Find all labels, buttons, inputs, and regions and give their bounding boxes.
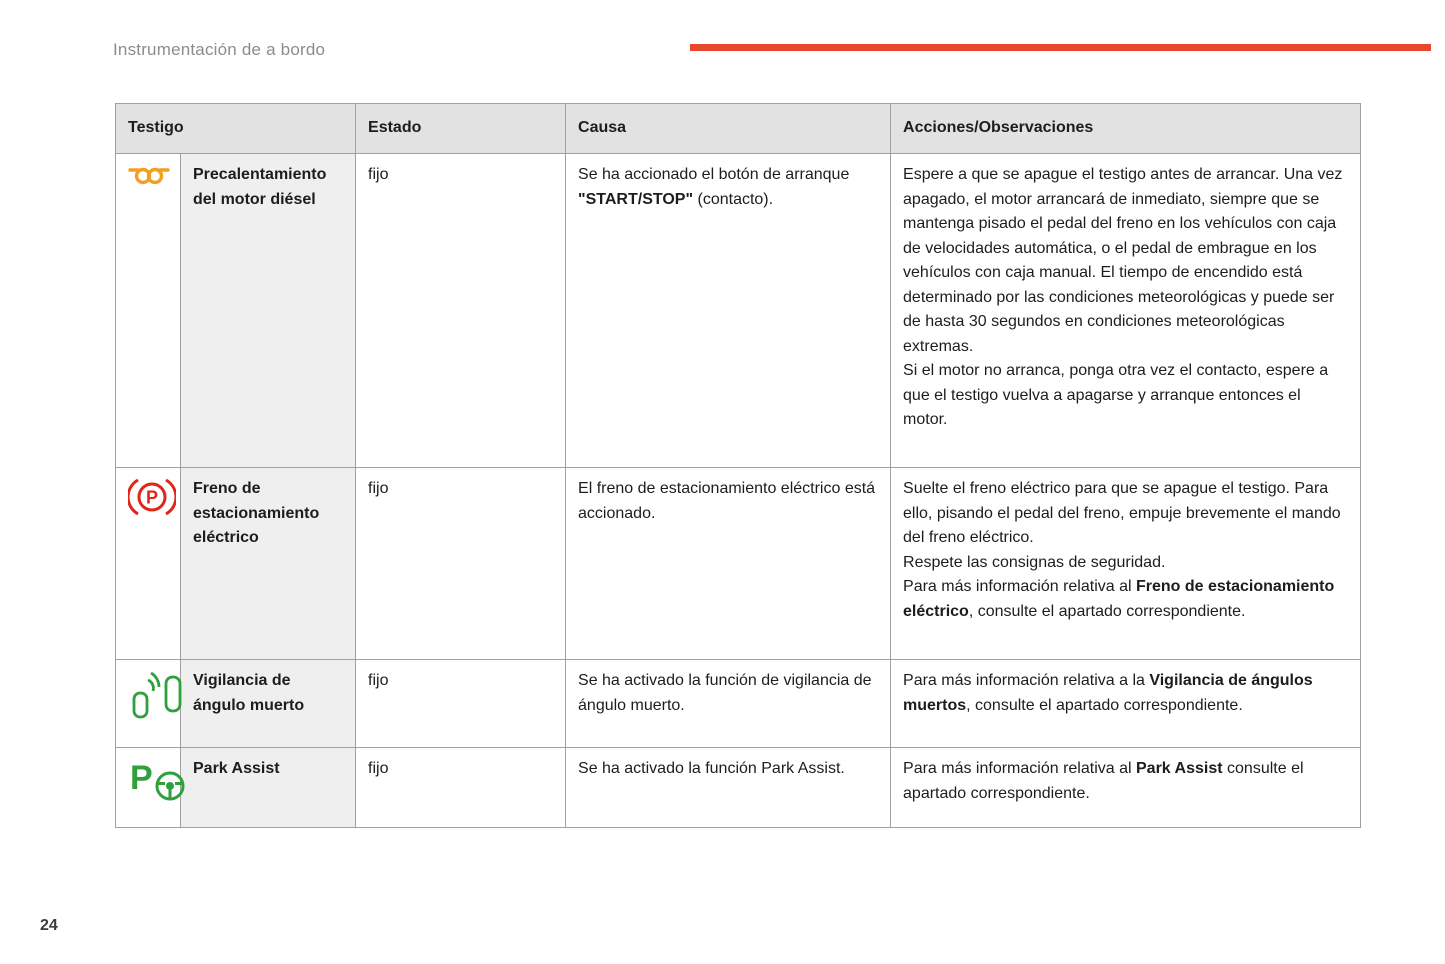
acciones-text: Respete las consignas de seguridad. (903, 553, 1166, 571)
causa-cell (566, 468, 891, 660)
table-row (116, 748, 1361, 828)
causa-cell (566, 154, 891, 468)
acciones-cell (891, 468, 1361, 660)
acciones-cell (891, 154, 1361, 468)
glow-plug-icon (128, 163, 170, 189)
col-header-acciones: Acciones/Observaciones (891, 104, 1361, 154)
warning-name: Vigilancia de ángulo muerto (181, 660, 356, 748)
causa-cell (566, 660, 891, 748)
icon-cell (116, 748, 181, 828)
causa-text: Se ha accionado el botón de arranque "START/STOP" (contacto). (578, 166, 850, 208)
causa-text: El freno de estacionamiento eléctrico está accionado. (578, 480, 876, 522)
estado-value: fijo (356, 468, 566, 660)
warning-name: Precalentamiento del motor diésel (181, 154, 356, 468)
col-header-causa: Causa (566, 104, 891, 154)
table-row (116, 154, 1361, 468)
svg-text:P: P (145, 487, 159, 508)
parking-brake-icon (128, 477, 176, 517)
icon-cell (116, 468, 181, 660)
acciones-text: Suelte el freno eléctrico para que se apague el testigo. Para ello, pisando el pedal del freno, empuje brevemente el mando del freno eléctrico. (903, 480, 1341, 546)
acciones-text: Para más información relativa al Park Assist consulte el apartado correspondiente. (903, 760, 1304, 802)
acciones-text: Espere a que se apague el testigo antes de arrancar. Una vez apagado, el motor arrancará de inmediato, siempre que se mantenga pisado el pedal del freno en los vehículos con caja de velocidades automática, o el pedal de embrague en los vehículos con caja manual. El tiempo de encendido está determinado por las condiciones meteorológicas y puede ser de hasta 30 segundos en condiciones meteorológicas extremas. (903, 166, 1343, 355)
icon-cell (116, 154, 181, 468)
acciones-text: Si el motor no arranca, ponga otra vez el contacto, espere a que el testigo vuelva a apagarse y arranque entonces el motor. (903, 362, 1329, 428)
table-row (116, 660, 1361, 748)
table-header-row (116, 104, 1361, 154)
park-assist-icon (128, 757, 190, 803)
warning-name: Freno de estacionamiento eléctrico (181, 468, 356, 660)
estado-value: fijo (356, 154, 566, 468)
causa-cell (566, 748, 891, 828)
estado-value: fijo (356, 748, 566, 828)
acciones-text: Para más información relativa a la Vigilancia de ángulos muertos, consulte el apartado correspondiente. (903, 672, 1313, 714)
causa-text: Se ha activado la función Park Assist. (578, 760, 845, 777)
blind-spot-monitoring-icon (128, 669, 184, 719)
warning-name: Park Assist (181, 748, 356, 828)
accent-bar (690, 44, 1431, 51)
page-number: 24 (40, 917, 58, 934)
estado-value: fijo (356, 660, 566, 748)
acciones-text: Para más información relativa al Freno de estacionamiento eléctrico, consulte el apartado correspondiente. (903, 578, 1335, 620)
warning-lights-table (115, 103, 1361, 828)
section-title: Instrumentación de a bordo (113, 40, 326, 59)
icon-cell (116, 660, 181, 748)
svg-text:P: P (130, 759, 153, 797)
table-row (116, 468, 1361, 660)
col-header-estado: Estado (356, 104, 566, 154)
causa-text: Se ha activado la función de vigilancia de ángulo muerto. (578, 672, 872, 714)
col-header-testigo: Testigo (116, 104, 356, 154)
acciones-cell (891, 748, 1361, 828)
acciones-cell (891, 660, 1361, 748)
